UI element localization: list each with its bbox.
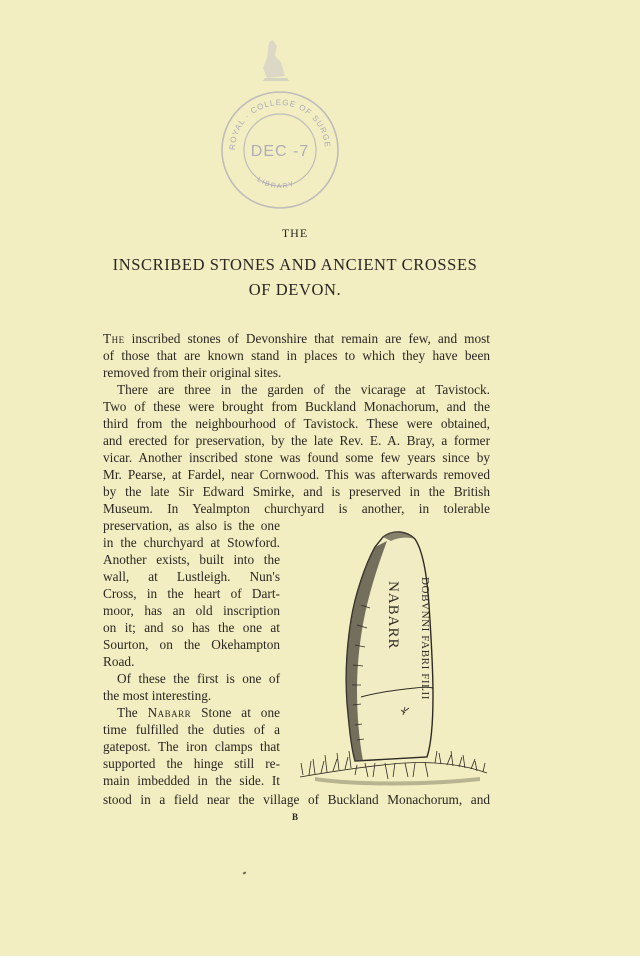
text-line: in the churchyard at Stowford. (103, 535, 280, 550)
paper-speck (243, 871, 247, 874)
text-line: the most interesting. (103, 688, 212, 703)
text-line: wall, at Lustleigh. Nun's (103, 569, 280, 584)
svg-text:LIBRARY (256, 176, 296, 190)
inscription-right: DOBVNNI FABRI FILII (419, 577, 431, 701)
text-line: Mr. Pearse, at Fardel, near Cornwood. This was afterwards removed (103, 467, 490, 482)
text-line: preservation, as also is the one (103, 518, 280, 533)
stamp-bottom-text: LIBRARY (255, 176, 296, 191)
text-line: Another exists, built into the (103, 552, 280, 567)
text-line: vicar. Another inscribed stone was found some few years since by (103, 450, 490, 465)
stamp-smudge (255, 38, 295, 83)
text-line: of those that are known stand in places to which they have been (103, 348, 490, 363)
text-line: There are three in the garden of the vicarage at Tavistock. (117, 382, 490, 397)
text-line: Cross, in the heart of Dart- (103, 586, 280, 601)
chapter-title-line-2: OF DEVON. (248, 280, 342, 299)
text-line: Sourton, on the Okehampton (103, 637, 280, 652)
text-line: The Nabarr Stone at one (117, 705, 280, 720)
text-line: Two of these were brought from Buckland Monachorum, and the (103, 399, 490, 414)
stone-name: Nabarr (147, 705, 192, 720)
text-line: Museum. In Yealmpton churchyard is another, in tolerable (103, 501, 490, 516)
text-line: removed from their original sites. (103, 365, 282, 380)
stamp-outer-text: ROYAL · COLLEGE OF SURGE (227, 97, 333, 151)
chapter-title-line-1: INSCRIBED STONES AND ANCIENT CROSSES (112, 255, 478, 274)
nabarr-stone-illustration (295, 525, 490, 790)
text-line: supported the hinge still re- (103, 756, 280, 771)
text-line: main imbedded in the side. It (103, 773, 280, 788)
lead-word: The (103, 331, 125, 346)
text-line: gatepost. The iron clamps that (103, 739, 280, 754)
stamp-date: DEC -7 (250, 143, 310, 160)
text-line: moor, has an old inscription (103, 603, 280, 618)
text-line: by the late Sir Edward Smirke, and is preserved in the British (103, 484, 490, 499)
text-line: and erected for preservation, by the late Rev. E. A. Bray, a former (103, 433, 490, 448)
text-line: Road. (103, 654, 135, 669)
inscription-left: NABARR (385, 581, 401, 650)
text-line: third from the neighbourhood of Tavistock. These were obtained, (103, 416, 490, 431)
text-line: Of these the first is one of (117, 671, 280, 686)
text-line: time fulfilled the duties of a (103, 722, 280, 737)
text-line: The inscribed stones of Devonshire that remain are few, and most (103, 331, 490, 346)
text-line: on it; and so has the one at (103, 620, 280, 635)
library-stamp (215, 85, 345, 215)
signature-mark: B (291, 812, 298, 822)
heading-the: THE (281, 226, 309, 240)
text-line: stood in a field near the village of Buckland Monachorum, and (103, 792, 490, 807)
